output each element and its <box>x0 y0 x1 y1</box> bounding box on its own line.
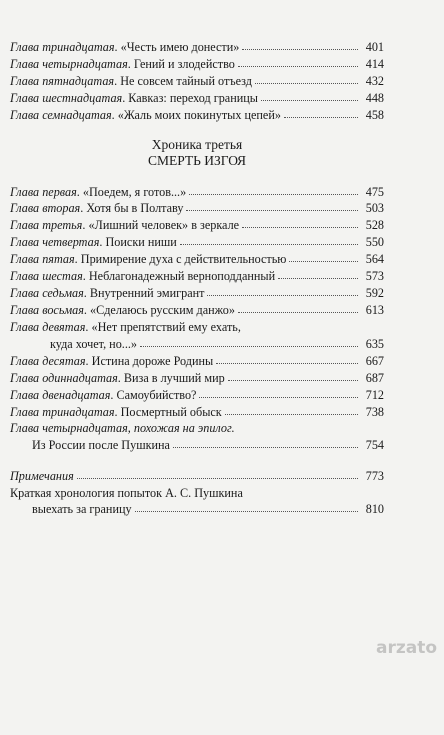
chapter-title: Виза в лучший мир <box>123 370 225 385</box>
chapter-title: Гений и злодейство <box>133 56 235 71</box>
chapter-number: Глава шестая <box>10 269 83 284</box>
page-number: 401 <box>365 39 384 54</box>
section-heading <box>10 137 384 169</box>
toc-entry[interactable]: Глава семнадцатая. «Жаль моих покинутых цепей» 458 <box>10 106 384 123</box>
chapter-title: Не совсем тайный отъезд <box>120 73 252 88</box>
dot-leader <box>140 334 358 347</box>
chapter-number: Глава четырнадцатая <box>10 56 128 71</box>
chapter-title: Хотя бы в Полтаву <box>86 201 184 216</box>
toc-entry[interactable]: Глава восьмая. «Сделаюсь русским данжо» 613 <box>10 302 384 319</box>
page-number: 573 <box>365 269 384 284</box>
chapter-title: Самоубийство? <box>116 387 197 402</box>
toc-entry[interactable]: Глава тринадцатая. «Честь имею донести» 401 <box>10 38 384 55</box>
dot-leader <box>238 301 358 314</box>
section-subtitle: Хроника третья <box>151 136 243 152</box>
chapter-title-continued: куда хочет, но...» <box>50 336 138 351</box>
dot-leader <box>255 71 358 84</box>
toc-entry[interactable]: Глава двенадцатая. Самоубийство? 712 <box>10 386 384 403</box>
chapter-title: «Жаль моих покинутых цепей» <box>117 107 281 122</box>
chapter-title: Посмертный обыск <box>120 404 222 419</box>
chapter-title: «Лишний человек» в зеркале <box>88 218 240 233</box>
chapter-number: Глава двенадцатая <box>10 387 111 402</box>
dot-leader <box>261 88 358 101</box>
toc-entry[interactable]: Глава десятая. Истина дороже Родины 667 <box>10 352 384 369</box>
toc-entry[interactable]: Глава четвертая. Поиски ниши 550 <box>10 234 384 251</box>
dot-leader <box>207 284 358 297</box>
toc-entry[interactable]: Глава первая. «Поедем, я готов...» 475 <box>10 183 384 200</box>
chapter-number: Глава девятая <box>10 319 86 334</box>
dot-leader <box>242 37 358 50</box>
chapter-title: Внутренний эмигрант <box>89 286 205 301</box>
toc-entry[interactable]: Глава пятнадцатая. Не совсем тайный отъезд 432 <box>10 72 384 89</box>
page-number: 810 <box>365 502 384 517</box>
notes-label: Примечания <box>10 469 74 484</box>
dot-leader <box>173 436 358 449</box>
page-number: 773 <box>365 469 384 484</box>
page-number: 432 <box>365 73 384 88</box>
chapter-title: Поиски ниши <box>105 235 177 250</box>
toc-part-three <box>10 183 384 454</box>
chapter-number: Глава четырнадцатая, похожая на эпилог. <box>10 421 235 436</box>
toc-entry[interactable]: Глава четырнадцатая. Гений и злодейство 414 <box>10 55 384 72</box>
chapter-number: Глава седьмая <box>10 286 84 301</box>
dot-leader <box>289 250 358 263</box>
chapter-number: Глава пятая <box>10 252 75 267</box>
chapter-title: «Честь имею донести» <box>120 39 240 54</box>
chapter-number: Глава четвертая <box>10 235 100 250</box>
toc-entry[interactable]: Глава пятая. Примирение духа с действительностью 564 <box>10 251 384 268</box>
toc-entry[interactable]: Глава третья. «Лишний человек» в зеркале 528 <box>10 217 384 234</box>
dot-leader <box>180 233 358 246</box>
page-number: 458 <box>365 107 384 122</box>
page-number: 635 <box>365 336 384 351</box>
chapter-number: Глава семнадцатая <box>10 107 112 122</box>
chapter-number: Глава восьмая <box>10 303 84 318</box>
toc-entry[interactable]: Глава вторая. Хотя бы в Полтаву 503 <box>10 200 384 217</box>
chapter-title: «Сделаюсь русским данжо» <box>90 303 235 318</box>
dot-leader <box>278 267 358 280</box>
toc-entry[interactable]: Глава шестая. Неблагонадежный верноподданный 573 <box>10 268 384 285</box>
page-number: 754 <box>365 438 384 453</box>
toc-entry-line <box>10 335 384 352</box>
toc-back-matter <box>10 468 384 518</box>
bleed-through-logo <box>376 638 438 682</box>
dot-leader <box>199 385 358 398</box>
page-number: 712 <box>365 387 384 402</box>
table-of-contents <box>10 38 384 518</box>
toc-entry[interactable]: Глава одиннадцатая. Виза в лучший мир 687 <box>10 369 384 386</box>
chapter-number: Глава первая <box>10 184 77 199</box>
page-number: 592 <box>365 286 384 301</box>
chapter-number: Глава вторая <box>10 201 81 216</box>
page-number: 564 <box>365 252 384 267</box>
page-number: 503 <box>365 201 384 216</box>
toc-entry[interactable]: Глава седьмая. Внутренний эмигрант 592 <box>10 285 384 302</box>
toc-entry-line <box>10 501 384 518</box>
chapter-number: Глава одиннадцатая <box>10 370 118 385</box>
toc-entry-line <box>10 485 384 501</box>
chapter-title: «Нет препятствий ему ехать, <box>91 319 241 334</box>
toc-entry-line <box>10 420 384 436</box>
dot-leader <box>186 199 358 212</box>
page-number: 613 <box>365 303 384 318</box>
chapter-number: Глава третья <box>10 218 83 233</box>
page-number: 667 <box>365 353 384 368</box>
dot-leader <box>135 500 358 513</box>
toc-entry-chronology[interactable] <box>10 485 384 518</box>
toc-entry-multiline[interactable] <box>10 319 384 352</box>
dot-leader <box>77 467 358 480</box>
bleed-logo-text: arzato <box>376 638 438 658</box>
chapter-number: Глава пятнадцатая <box>10 73 115 88</box>
section-title: СМЕРТЬ ИЗГОЯ <box>147 152 247 168</box>
chronology-title: Краткая хронология попыток А. С. Пушкина <box>10 485 243 500</box>
page-number: 448 <box>365 90 384 105</box>
chapter-number: Глава десятая <box>10 353 86 368</box>
toc-part-two-tail <box>10 38 384 123</box>
dot-leader <box>225 402 358 415</box>
page-number: 550 <box>365 235 384 250</box>
chapter-title: Кавказ: переход границы <box>128 90 258 105</box>
dot-leader <box>216 351 358 364</box>
dot-leader <box>189 182 358 195</box>
chapter-title: Истина дороже Родины <box>91 353 214 368</box>
page-number: 738 <box>365 404 384 419</box>
chapter-title: Из России после Пушкина <box>32 438 170 453</box>
dot-leader <box>228 368 358 381</box>
chapter-number: Глава тринадцатая <box>10 404 115 419</box>
toc-entry-line <box>10 437 384 454</box>
page-number: 687 <box>365 370 384 385</box>
dot-leader <box>238 54 358 67</box>
toc-entry[interactable]: Глава шестнадцатая. Кавказ: переход границы 448 <box>10 89 384 106</box>
page-number: 475 <box>365 184 384 199</box>
chronology-title-continued: выехать за границу <box>32 502 132 517</box>
toc-entry-multiline[interactable] <box>10 420 384 453</box>
dot-leader <box>242 216 358 229</box>
page-number: 414 <box>365 56 384 71</box>
chapter-title: «Поедем, я готов...» <box>82 184 187 199</box>
page-number: 528 <box>365 218 384 233</box>
chapter-number: Глава тринадцатая <box>10 39 115 54</box>
toc-entry-notes[interactable] <box>10 468 384 485</box>
toc-entry[interactable]: Глава тринадцатая. Посмертный обыск 738 <box>10 403 384 420</box>
dot-leader <box>284 105 358 118</box>
toc-entry-line: Глава девятая. «Нет препятствий ему ехать, <box>10 319 241 334</box>
chapter-title: Примирение духа с действительностью <box>80 252 287 267</box>
chapter-title: Неблагонадежный верноподданный <box>88 269 276 284</box>
chapter-number: Глава шестнадцатая <box>10 90 123 105</box>
